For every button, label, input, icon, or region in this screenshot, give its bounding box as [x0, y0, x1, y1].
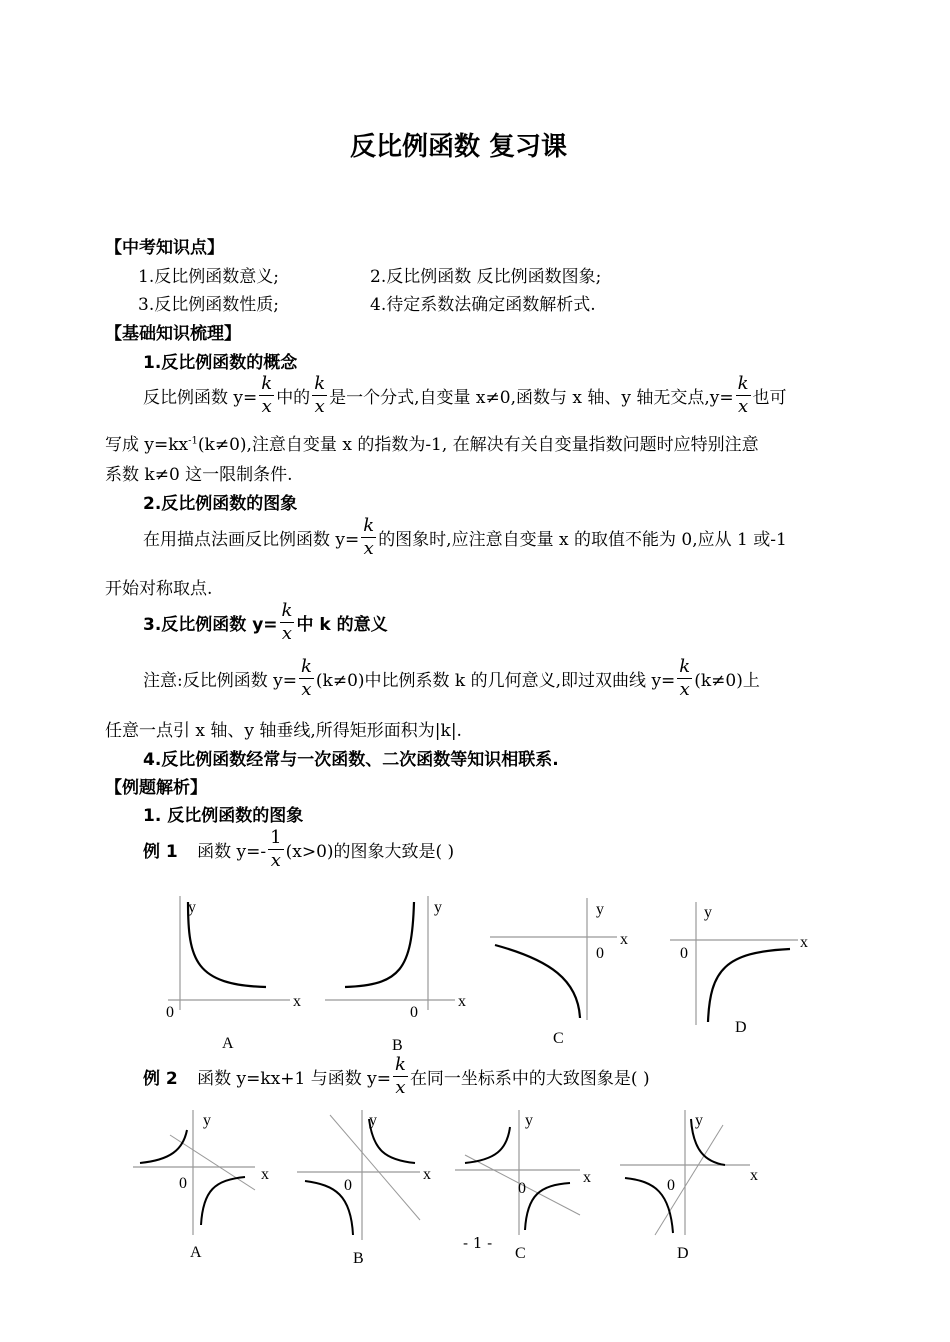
origin-label: 0 — [179, 1175, 187, 1192]
fraction-k-over-x — [361, 515, 376, 560]
text-span: 3.反比例函数 y= — [143, 615, 278, 635]
frac-denominator: x — [299, 678, 314, 701]
example-1-question — [143, 827, 454, 879]
fraction-1-over-x — [268, 827, 283, 872]
section-heading-basics: 【基础知识梳理】 — [105, 324, 241, 344]
concept-line-3: 系数 k≠0 这一限制条件. — [105, 465, 293, 485]
graph-b-line — [330, 1115, 420, 1220]
axis-label-y: y — [369, 1112, 377, 1129]
axis-label-x: x — [800, 934, 808, 951]
fraction-k-over-x — [677, 656, 692, 701]
text-span: (x>0)的图象大致是( ) — [285, 842, 455, 862]
text-span: 在用描点法画反比例函数 y= — [143, 530, 360, 550]
key-point-2: 2.反比例函数 反比例函数图象; — [370, 267, 602, 287]
text-span: 也可 — [752, 388, 787, 408]
example-label: 例 1 — [143, 842, 178, 862]
axis-label-x: x — [583, 1169, 591, 1186]
text-span: 函数 y=- — [197, 842, 267, 862]
frac-numerator: k — [314, 373, 326, 394]
frac-numerator: k — [737, 373, 749, 394]
option-label-d: D — [677, 1245, 689, 1262]
key-point-1: 1.反比例函数意义; — [138, 267, 279, 287]
axis-label-y: y — [704, 904, 712, 921]
superscript: -1 — [188, 435, 198, 447]
text-span: 反比例函数 y= — [143, 388, 258, 408]
fraction-k-over-x — [736, 373, 751, 418]
text-span: 注意:反比例函数 y= — [143, 671, 297, 691]
example-2-graphs — [125, 1105, 765, 1270]
axis-label-y: y — [203, 1112, 211, 1129]
key-point-3: 3.反比例函数性质; — [138, 295, 279, 315]
graph-d-curve — [708, 949, 790, 1022]
k-meaning-line-1 — [143, 656, 760, 708]
graph-a-curve — [188, 902, 266, 987]
axis-label-x: x — [293, 993, 301, 1010]
axis-label-y: y — [188, 899, 196, 916]
text-span: 写成 y=kx — [105, 435, 189, 455]
frac-denominator: x — [736, 395, 751, 418]
axis-label-x: x — [620, 931, 628, 948]
fraction-k-over-x — [280, 600, 295, 645]
subsection-title-k-meaning — [143, 600, 388, 652]
subsection-title-relations: 4.反比例函数经常与一次函数、二次函数等知识相联系. — [143, 750, 559, 770]
subsection-title-graph: 2.反比例函数的图象 — [143, 494, 298, 514]
graph-line-1 — [143, 515, 787, 567]
frac-denominator: x — [259, 395, 274, 418]
fraction-k-over-x — [312, 373, 327, 418]
origin-label: 0 — [518, 1180, 526, 1197]
axis-label-y: y — [695, 1112, 703, 1129]
axis-label-y: y — [434, 899, 442, 916]
axis-label-x: x — [750, 1167, 758, 1184]
text-span: 的图象时,应注意自变量 x 的取值不能为 0,应从 1 或-1 — [378, 530, 787, 550]
key-point-4: 4.待定系数法确定函数解析式. — [370, 295, 596, 315]
frac-numerator: 1 — [270, 827, 282, 848]
graph-d-axes — [670, 902, 798, 1025]
frac-denominator: x — [280, 622, 295, 645]
frac-denominator: x — [312, 395, 327, 418]
option-label-a: A — [222, 1035, 234, 1052]
graph-a-curve-2 — [201, 1177, 245, 1225]
axis-label-x: x — [458, 993, 466, 1010]
example-2-question — [143, 1054, 650, 1106]
graph-d-line — [655, 1125, 723, 1235]
option-label-c: C — [553, 1030, 564, 1047]
frac-denominator: x — [677, 678, 692, 701]
text-span: (k≠0)中比例系数 k 的几何意义,即过双曲线 y= — [315, 671, 676, 691]
page-title: 反比例函数 复习课 — [350, 132, 568, 162]
example-1-graphs — [150, 890, 830, 1055]
text-span: 中的 — [276, 388, 311, 408]
origin-label: 0 — [166, 1004, 174, 1021]
axis-label-y: y — [596, 901, 604, 918]
frac-numerator: k — [261, 373, 273, 394]
origin-label: 0 — [680, 945, 688, 962]
option-label-c: C — [515, 1245, 526, 1262]
graph-a-curve-1 — [140, 1130, 187, 1163]
graph-b-curve — [345, 902, 414, 987]
example-label: 例 2 — [143, 1069, 178, 1089]
frac-denominator: x — [361, 537, 376, 560]
frac-numerator: k — [679, 656, 691, 677]
fraction-k-over-x — [393, 1054, 408, 1099]
origin-label: 0 — [344, 1177, 352, 1194]
frac-numerator: k — [281, 600, 293, 621]
origin-label: 0 — [667, 1177, 675, 1194]
graph-a-axes — [168, 896, 290, 1010]
origin-label: 0 — [410, 1004, 418, 1021]
graph-b-axes — [297, 1110, 420, 1240]
text-span: 是一个分式,自变量 x≠0,函数与 x 轴、y 轴无交点,y= — [329, 388, 734, 408]
concept-line-1 — [143, 373, 787, 425]
frac-numerator: k — [300, 656, 312, 677]
fraction-k-over-x — [259, 373, 274, 418]
frac-numerator: k — [395, 1054, 406, 1075]
section-heading-key-points: 【中考知识点】 — [105, 238, 224, 258]
graph-d-axes — [620, 1110, 750, 1235]
text-span: 在同一坐标系中的大致图象是( ) — [409, 1069, 650, 1089]
graph-line-2: 开始对称取点. — [105, 579, 213, 599]
k-meaning-line-2: 任意一点引 x 轴、y 轴垂线,所得矩形面积为|k|. — [105, 721, 462, 741]
option-label-d: D — [735, 1019, 747, 1036]
section-heading-examples: 【例题解析】 — [105, 778, 207, 798]
option-label-b: B — [353, 1250, 364, 1267]
graph-a-axes — [133, 1110, 255, 1235]
option-label-b: B — [392, 1037, 403, 1054]
graph-c-curve-1 — [465, 1127, 510, 1163]
axis-label-y: y — [525, 1112, 533, 1129]
text-span: 函数 y=kx+1 与函数 y= — [197, 1069, 392, 1089]
axis-label-x: x — [261, 1166, 269, 1183]
subsection-title-example-graphs: 1. 反比例函数的图象 — [143, 806, 304, 826]
graph-d-curve-2 — [625, 1178, 673, 1233]
origin-label: 0 — [596, 945, 604, 962]
text-span: 中 k 的意义 — [296, 615, 388, 635]
frac-numerator: k — [363, 515, 375, 536]
concept-line-2 — [105, 430, 759, 455]
frac-denominator: x — [393, 1076, 408, 1099]
graph-c-axes — [455, 1110, 580, 1235]
axis-label-x: x — [423, 1166, 431, 1183]
frac-denominator: x — [268, 849, 283, 872]
page-number: - 1 - — [463, 1234, 493, 1252]
text-span: (k≠0)上 — [694, 671, 760, 691]
option-label-a: A — [190, 1244, 202, 1261]
subsection-title-concept: 1.反比例函数的概念 — [143, 353, 298, 373]
fraction-k-over-x — [299, 656, 314, 701]
graph-c-curve — [495, 945, 580, 1018]
text-span: (k≠0),注意自变量 x 的指数为-1, 在解决有关自变量指数问题时应特别注意 — [197, 435, 759, 455]
